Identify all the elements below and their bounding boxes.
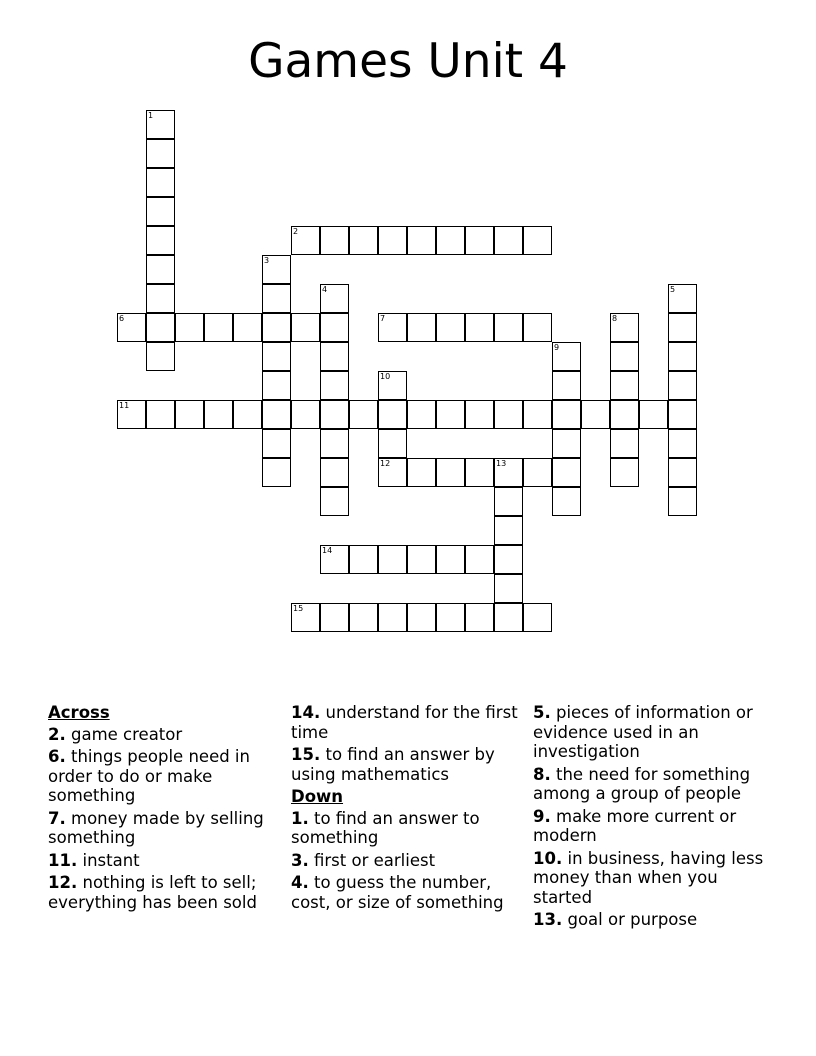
grid-cell[interactable] — [465, 458, 494, 487]
grid-cell[interactable] — [436, 603, 465, 632]
clue-text: to find an answer to something — [291, 808, 480, 847]
grid-cell[interactable] — [610, 371, 639, 400]
grid-cell[interactable] — [494, 516, 523, 545]
grid-cell[interactable] — [204, 313, 233, 342]
cell-number: 14 — [322, 546, 333, 555]
grid-cell[interactable] — [668, 429, 697, 458]
clue — [48, 725, 276, 745]
clue-number: 14. — [291, 703, 321, 722]
grid-cell[interactable] — [320, 371, 349, 400]
grid-cell[interactable] — [320, 313, 349, 342]
grid-cell[interactable] — [610, 429, 639, 458]
grid-cell[interactable] — [146, 313, 175, 342]
grid-cell[interactable] — [668, 313, 697, 342]
grid-cell[interactable] — [407, 458, 436, 487]
grid-cell[interactable] — [291, 603, 320, 632]
grid-cell[interactable] — [436, 458, 465, 487]
clue-number: 10. — [533, 848, 563, 868]
grid-cell[interactable] — [523, 458, 552, 487]
grid-cell[interactable] — [146, 197, 175, 226]
grid-cell[interactable] — [494, 545, 523, 574]
clue-text: instant — [82, 850, 140, 870]
clue-number: 5. — [533, 703, 551, 722]
grid-cell[interactable] — [262, 458, 291, 487]
clue-number: 11. — [48, 850, 78, 870]
grid-cell[interactable] — [146, 139, 175, 168]
clue — [533, 807, 773, 846]
grid-cell[interactable] — [494, 458, 523, 487]
grid-cell[interactable] — [117, 400, 146, 429]
grid-cell[interactable] — [262, 342, 291, 371]
clue-number: 13. — [533, 910, 563, 929]
grid-cell[interactable] — [320, 487, 349, 516]
clue-text: pieces of information or evidence used in an investigation — [533, 703, 753, 761]
cell-number: 9 — [554, 343, 560, 352]
grid-cell[interactable] — [117, 313, 146, 342]
grid-cell[interactable] — [407, 226, 436, 255]
grid-cell[interactable] — [407, 313, 436, 342]
grid-cell[interactable] — [204, 400, 233, 429]
grid-cell[interactable] — [523, 313, 552, 342]
clue — [48, 747, 276, 806]
grid-cell[interactable] — [436, 313, 465, 342]
grid-cell[interactable] — [668, 487, 697, 516]
clue — [533, 910, 773, 930]
clue-column-2 — [291, 703, 527, 915]
grid-cell[interactable] — [262, 284, 291, 313]
cell-number: 10 — [380, 372, 391, 381]
grid-cell[interactable] — [668, 458, 697, 487]
across-heading: Across — [48, 703, 110, 722]
cell-number: 7 — [380, 314, 386, 323]
grid-cell[interactable] — [465, 226, 494, 255]
clue — [291, 745, 527, 784]
clue-number: 2. — [48, 724, 66, 744]
grid-cell[interactable] — [639, 400, 668, 429]
grid-cell[interactable] — [262, 313, 291, 342]
clue-text: in business, having less money than when you started — [533, 848, 764, 907]
clue-text: to find an answer by using mathematics — [291, 745, 495, 784]
grid-cell[interactable] — [494, 400, 523, 429]
grid-cell[interactable] — [552, 371, 581, 400]
grid-cell[interactable] — [320, 284, 349, 313]
grid-cell[interactable] — [552, 429, 581, 458]
grid-cell[interactable] — [349, 545, 378, 574]
grid-cell[interactable] — [610, 342, 639, 371]
clue-number: 6. — [48, 747, 66, 766]
clue — [48, 873, 276, 912]
cell-number: 8 — [612, 314, 618, 323]
grid-cell[interactable] — [378, 603, 407, 632]
grid-cell[interactable] — [378, 545, 407, 574]
grid-cell[interactable] — [465, 400, 494, 429]
clue — [533, 765, 773, 804]
clue-text: first or earliest — [314, 850, 436, 870]
clue — [291, 851, 527, 871]
grid-cell[interactable] — [378, 458, 407, 487]
grid-cell[interactable] — [320, 226, 349, 255]
grid-cell[interactable] — [262, 255, 291, 284]
grid-cell[interactable] — [320, 429, 349, 458]
grid-cell[interactable] — [146, 226, 175, 255]
clue-text: money made by selling something — [48, 808, 264, 847]
grid-cell[interactable] — [320, 342, 349, 371]
grid-cell[interactable] — [291, 313, 320, 342]
clue-text: nothing is left to sell; everything has been sold — [48, 873, 257, 912]
grid-cell[interactable] — [552, 400, 581, 429]
grid-cell[interactable] — [436, 400, 465, 429]
cell-number: 3 — [264, 256, 270, 265]
grid-cell[interactable] — [523, 400, 552, 429]
clue — [48, 809, 276, 848]
grid-cell[interactable] — [146, 342, 175, 371]
clue-number: 8. — [533, 764, 551, 784]
grid-cell[interactable] — [378, 400, 407, 429]
clue-number: 3. — [291, 850, 309, 870]
grid-cell[interactable] — [262, 429, 291, 458]
grid-cell[interactable] — [494, 226, 523, 255]
clue-text: things people need in order to do or make something — [48, 747, 250, 805]
cell-number: 11 — [119, 401, 130, 410]
grid-cell[interactable] — [407, 603, 436, 632]
grid-cell[interactable] — [436, 226, 465, 255]
grid-cell[interactable] — [146, 400, 175, 429]
grid-cell[interactable] — [378, 429, 407, 458]
grid-cell[interactable] — [465, 313, 494, 342]
clue-number: 7. — [48, 808, 66, 828]
clue — [291, 703, 527, 742]
grid-cell[interactable] — [320, 603, 349, 632]
grid-cell[interactable] — [378, 226, 407, 255]
grid-cell[interactable] — [146, 168, 175, 197]
grid-cell[interactable] — [175, 313, 204, 342]
grid-cell[interactable] — [349, 400, 378, 429]
grid-cell[interactable] — [465, 603, 494, 632]
clue-text: understand for the first time — [291, 703, 518, 742]
down-heading: Down — [291, 787, 344, 806]
grid-cell[interactable] — [146, 110, 175, 139]
cell-number: 4 — [322, 285, 328, 294]
grid-cell[interactable] — [146, 255, 175, 284]
clue-text: game creator — [71, 724, 183, 744]
cell-number: 6 — [119, 314, 125, 323]
grid-cell[interactable] — [581, 400, 610, 429]
grid-cell[interactable] — [610, 458, 639, 487]
grid-cell[interactable] — [262, 400, 291, 429]
grid-cell[interactable] — [523, 226, 552, 255]
cell-number: 1 — [148, 111, 154, 120]
grid-cell[interactable] — [552, 342, 581, 371]
grid-cell[interactable] — [494, 487, 523, 516]
grid-cell[interactable] — [349, 226, 378, 255]
clue-text: to guess the number, cost, or size of something — [291, 873, 504, 912]
clue-column-1 — [48, 703, 276, 915]
cell-number: 15 — [293, 604, 304, 613]
clue — [533, 849, 773, 908]
grid-cell[interactable] — [233, 400, 262, 429]
grid-cell[interactable] — [552, 458, 581, 487]
clue-number: 9. — [533, 806, 551, 826]
grid-cell[interactable] — [407, 400, 436, 429]
clue-text: goal or purpose — [567, 910, 698, 929]
clue-text: the need for something among a group of people — [533, 764, 751, 803]
clue — [533, 703, 773, 762]
grid-cell[interactable] — [668, 371, 697, 400]
clue-text: make more current or modern — [533, 806, 737, 845]
cell-number: 13 — [496, 459, 507, 468]
grid-cell[interactable] — [291, 400, 320, 429]
clue-number: 1. — [291, 808, 309, 828]
page-title: Games Unit 4 — [248, 34, 568, 89]
grid-cell[interactable] — [668, 342, 697, 371]
cell-number: 12 — [380, 459, 391, 468]
cell-number: 5 — [670, 285, 676, 294]
clue-column-3 — [533, 703, 773, 933]
clue-number: 4. — [291, 873, 309, 892]
grid-cell[interactable] — [262, 371, 291, 400]
cell-number: 2 — [293, 227, 299, 236]
grid-cell[interactable] — [349, 603, 378, 632]
clue-number: 15. — [291, 745, 321, 764]
grid-cell[interactable] — [610, 313, 639, 342]
grid-cell[interactable] — [407, 545, 436, 574]
grid-cell[interactable] — [465, 545, 494, 574]
grid-cell[interactable] — [320, 458, 349, 487]
grid-cell[interactable] — [291, 226, 320, 255]
grid-cell[interactable] — [320, 545, 349, 574]
grid-cell[interactable] — [436, 545, 465, 574]
grid-cell[interactable] — [233, 313, 262, 342]
grid-cell[interactable] — [668, 284, 697, 313]
grid-cell[interactable] — [494, 603, 523, 632]
grid-cell[interactable] — [552, 487, 581, 516]
grid-cell[interactable] — [320, 400, 349, 429]
clue-number: 12. — [48, 873, 78, 892]
grid-cell[interactable] — [494, 313, 523, 342]
grid-cell[interactable] — [175, 400, 204, 429]
clue — [291, 809, 527, 848]
clue — [291, 873, 527, 912]
grid-cell[interactable] — [378, 371, 407, 400]
grid-cell[interactable] — [494, 574, 523, 603]
grid-cell[interactable] — [378, 313, 407, 342]
grid-cell[interactable] — [523, 603, 552, 632]
grid-cell[interactable] — [610, 400, 639, 429]
clue — [48, 851, 276, 871]
grid-cell[interactable] — [668, 400, 697, 429]
grid-cell[interactable] — [146, 284, 175, 313]
